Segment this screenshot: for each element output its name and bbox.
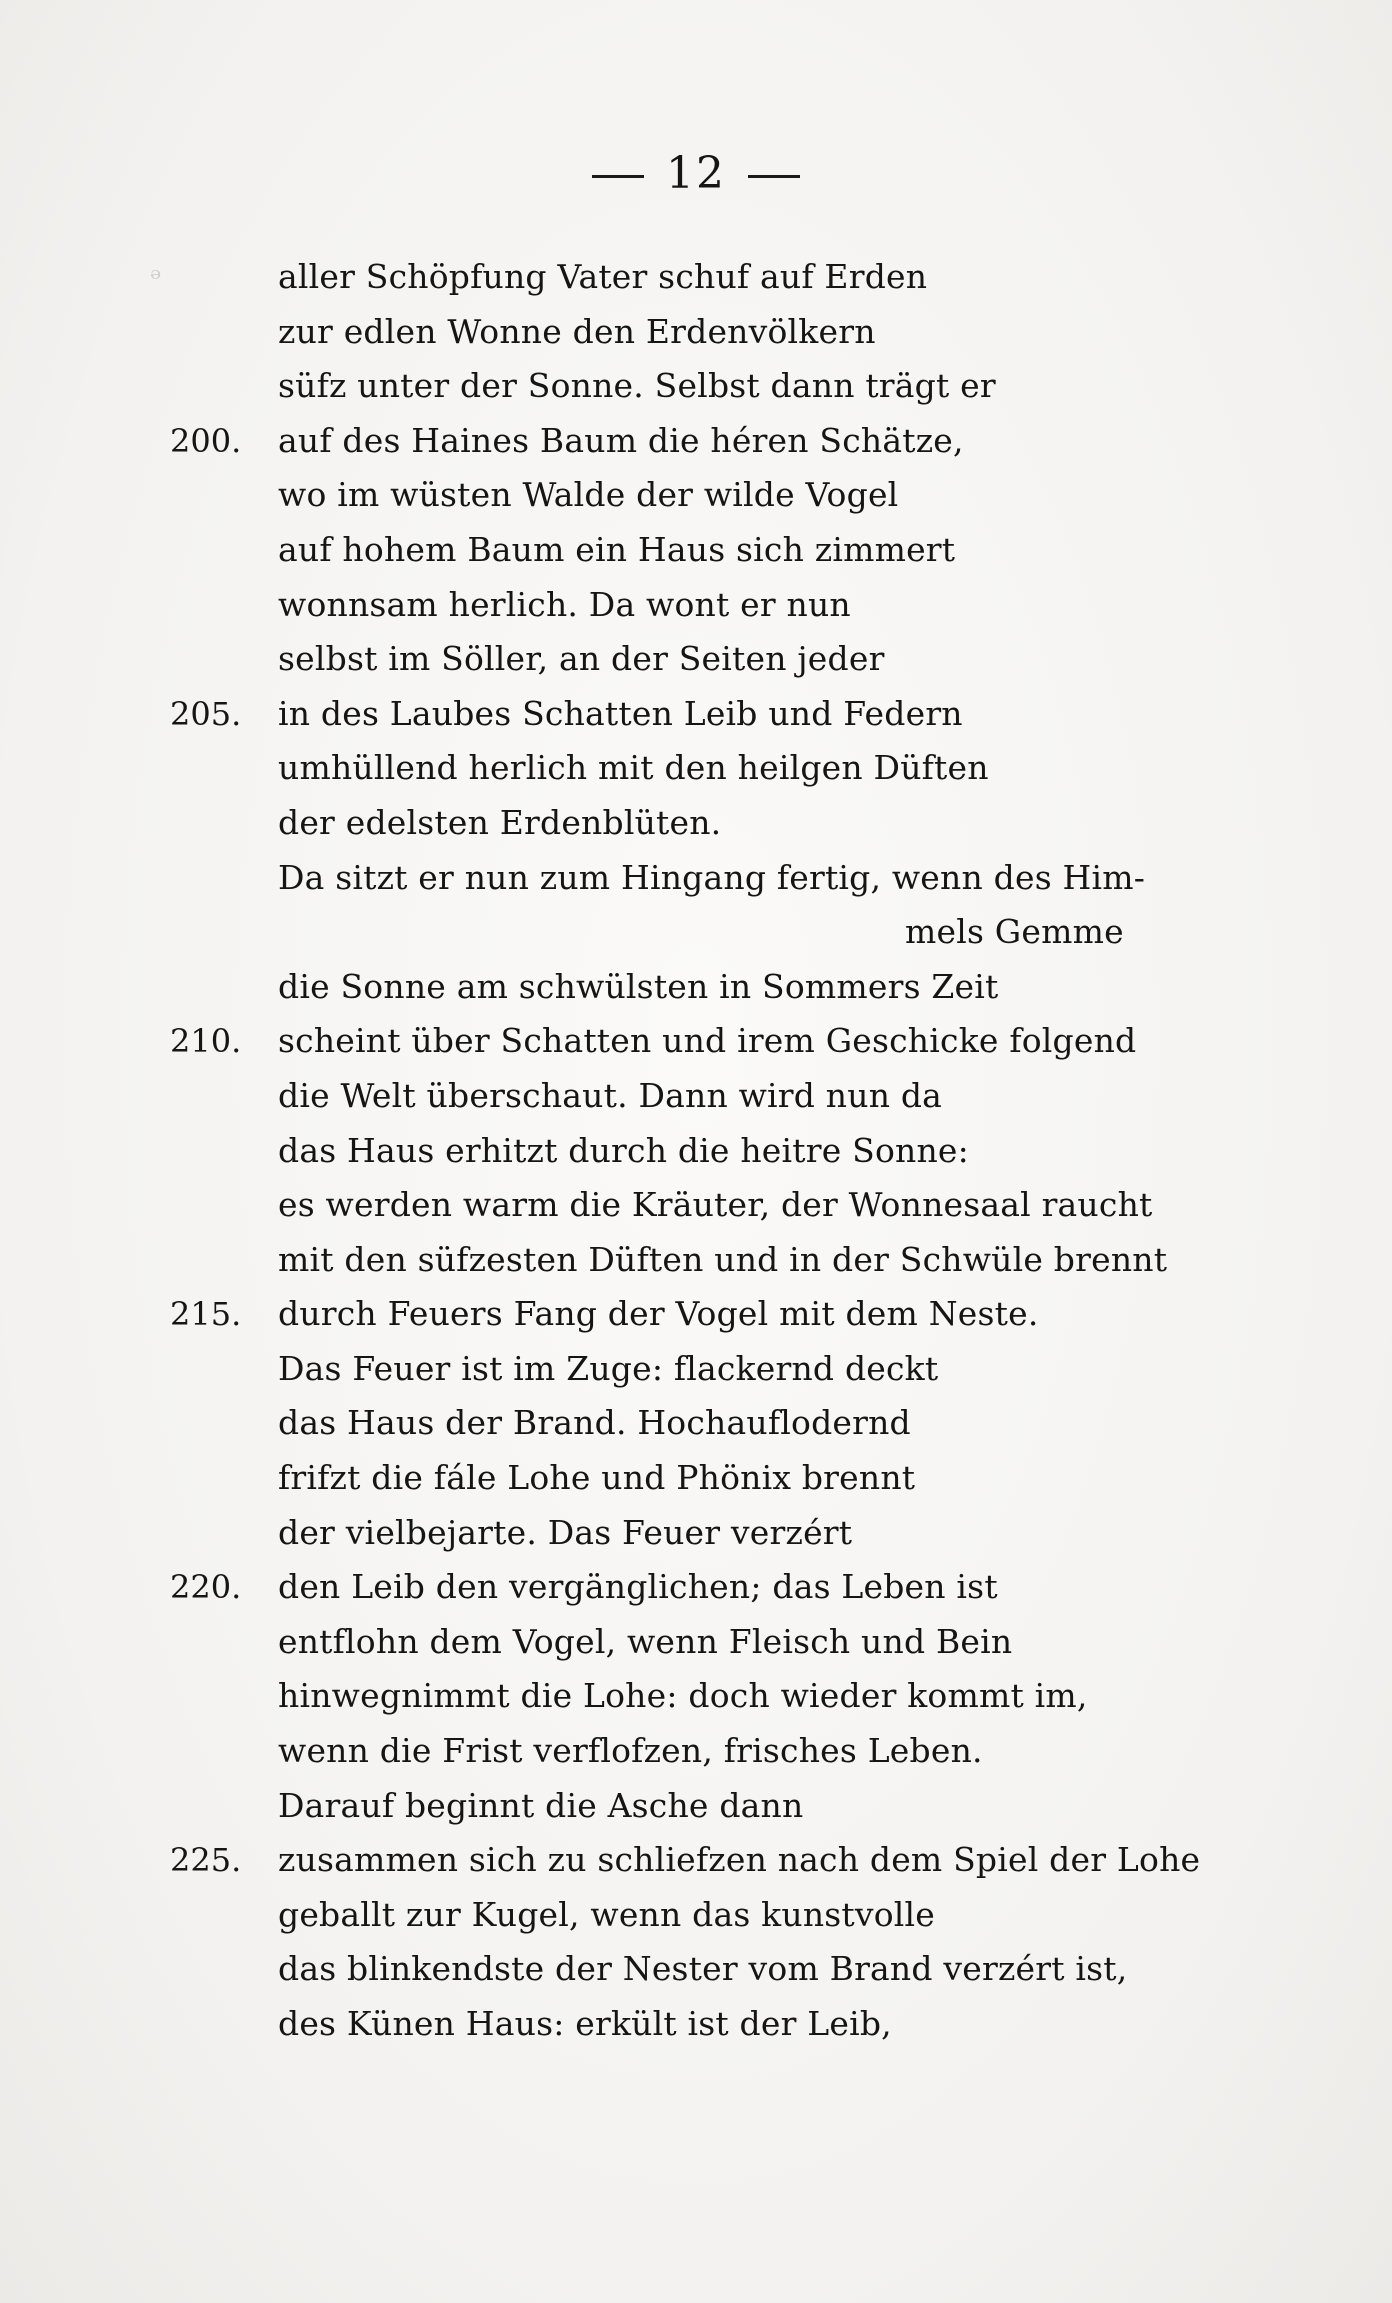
verse-text: umhüllend herlich mit den heilgen Düften xyxy=(278,748,989,788)
verse-text: selbst im Söller, an der Seiten jeder xyxy=(278,639,885,679)
verse-text: den Leib den vergänglichen; das Leben ist xyxy=(278,1567,998,1607)
verse-text: zusammen sich zu schliefzen nach dem Spiel der Lohe xyxy=(278,1840,1201,1880)
verse-text: in des Laubes Schatten Leib und Federn xyxy=(278,693,963,733)
verse-line xyxy=(0,1615,1392,1670)
verse-text: das blinkendste der Nester vom Brand verzért ist, xyxy=(278,1949,1128,1989)
verse-line xyxy=(0,523,1392,578)
verse-line xyxy=(0,632,1392,687)
header-dash-left xyxy=(592,175,644,178)
verse-text: der edelsten Erdenblüten. xyxy=(278,802,722,842)
verse-line xyxy=(0,359,1392,414)
line-number: 210. xyxy=(170,1022,242,1061)
verse-text: hinwegnimmt die Lohe: doch wieder kommt im, xyxy=(278,1676,1088,1716)
verse-text: die Welt überschaut. Dann wird nun da xyxy=(278,1075,943,1115)
line-number: 205. xyxy=(170,694,242,733)
verse-line xyxy=(0,1942,1392,1997)
verse-text: wonnsam herlich. Da wont er nun xyxy=(278,584,851,624)
verse-text: wo im wüsten Walde der wilde Vogel xyxy=(278,475,899,515)
verse-text: mit den süfzesten Düften und in der Schwüle brennt xyxy=(278,1239,1168,1279)
verse-line xyxy=(0,1178,1392,1233)
verse-text: auf des Haines Baum die héren Schätze, xyxy=(278,420,964,460)
verse-line xyxy=(0,1233,1392,1288)
verse-text: das Haus der Brand. Hochauflodernd xyxy=(278,1403,911,1443)
verse-text: des Künen Haus: erkült ist der Leib, xyxy=(278,2004,892,2043)
verse-line xyxy=(0,1506,1392,1561)
verse-text: der vielbejarte. Das Feuer verzért xyxy=(278,1512,853,1552)
verse-text: aller Schöpfung Vater schuf auf Erden xyxy=(278,257,928,296)
verse-line xyxy=(0,1124,1392,1179)
verse-line xyxy=(0,1833,1392,1888)
verse-text: Darauf beginnt die Asche dann xyxy=(278,1785,804,1825)
verse-text: durch Feuers Fang der Vogel mit dem Neste. xyxy=(278,1294,1039,1334)
verse-text: es werden warm die Kräuter, der Wonnesaal raucht xyxy=(278,1185,1153,1225)
verse-text: auf hohem Baum ein Haus sich zimmert xyxy=(278,529,956,569)
verse-line xyxy=(0,1287,1392,1342)
verse-line xyxy=(0,578,1392,633)
verse-line xyxy=(0,468,1392,523)
verse-line xyxy=(0,250,1392,305)
verse-text: die Sonne am schwülsten in Sommers Zeit xyxy=(278,966,999,1006)
verse-line xyxy=(0,1779,1392,1834)
verse-line xyxy=(0,1396,1392,1451)
page-number: 12 xyxy=(666,148,726,199)
show-through-mark: ᵊ xyxy=(150,262,163,297)
verse-line xyxy=(0,1669,1392,1724)
verse-line xyxy=(0,1888,1392,1943)
verse-text: wenn die Frist verflofzen, frisches Leben. xyxy=(278,1731,983,1771)
verse-block xyxy=(0,250,1392,2052)
verse-line xyxy=(0,960,1392,1015)
verse-line xyxy=(0,741,1392,796)
verse-line xyxy=(0,687,1392,742)
verse-text: mels Gemme xyxy=(905,912,1124,952)
verse-line xyxy=(0,414,1392,469)
verse-line xyxy=(0,1069,1392,1124)
verse-line xyxy=(0,796,1392,851)
verse-line xyxy=(0,1342,1392,1397)
verse-text: das Haus erhitzt durch die heitre Sonne: xyxy=(278,1130,969,1170)
verse-text: zur edlen Wonne den Erdenvölkern xyxy=(278,311,876,351)
verse-text: süfz unter der Sonne. Selbst dann trägt er xyxy=(278,366,996,406)
header-dash-right xyxy=(748,175,800,178)
verse-line xyxy=(0,1560,1392,1615)
line-number: 215. xyxy=(170,1295,242,1334)
verse-text: scheint über Schatten und irem Geschicke folgend xyxy=(278,1021,1137,1061)
verse-line xyxy=(0,305,1392,360)
verse-line xyxy=(0,1724,1392,1779)
verse-text: Da sitzt er nun zum Hingang fertig, wenn des Him- xyxy=(278,857,1146,897)
verse-line xyxy=(0,1997,1392,2052)
line-number: 220. xyxy=(170,1568,242,1607)
line-number: 200. xyxy=(170,421,242,460)
verse-line xyxy=(0,1451,1392,1506)
verse-text: geballt zur Kugel, wenn das kunstvolle xyxy=(278,1894,936,1934)
verse-text: entflohn dem Vogel, wenn Fleisch und Bein xyxy=(278,1621,1013,1661)
verse-line xyxy=(0,905,1392,960)
line-number: 225. xyxy=(170,1841,242,1880)
verse-text: frifzt die fále Lohe und Phönix brennt xyxy=(278,1458,916,1498)
verse-line xyxy=(0,851,1392,906)
verse-line xyxy=(0,1014,1392,1069)
page-header xyxy=(0,148,1392,199)
verse-text: Das Feuer ist im Zuge: flackernd deckt xyxy=(278,1348,939,1388)
